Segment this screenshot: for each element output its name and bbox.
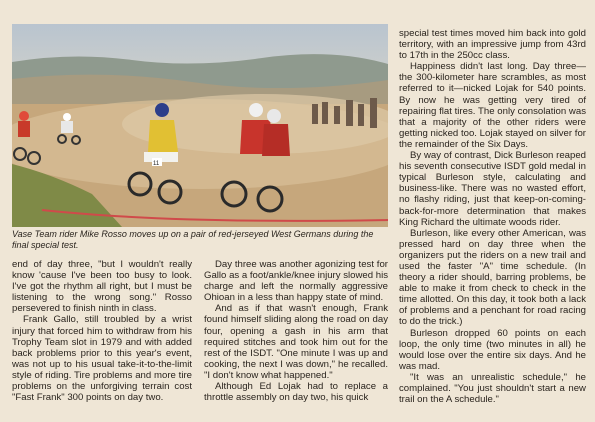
photo-caption: Vase Team rider Mike Rosso moves up on a pair of red-jerseyed West Germans during the final special test. xyxy=(12,229,374,250)
paragraph: end of day three, "but I wouldn't really know 'cause I've been too busy to look. I've got the rhythm all right, but I must be listening to the wrong song." Rosso persevered to finish ninth in class. xyxy=(12,259,192,315)
paragraph: special test times moved him back into gold territory, with an impressive jump from 43rd to 17th in the 250cc class. xyxy=(399,28,586,62)
motocross-scene-illustration xyxy=(12,24,388,227)
paragraph: Burleson dropped 60 points on each loop, the only time (two minutes in all) he would lose over the entire six days. And he was mad. xyxy=(399,327,586,372)
text-column-3 xyxy=(399,28,586,405)
text-column-2 xyxy=(204,259,388,403)
svg-text:11: 11 xyxy=(153,161,160,167)
paragraph: Burleson, like every other American, was pressed hard on day three when the organizers put the riders on a new trail and used the faster "A" time schedule. (In theory a rider should, barring problems, be able to make it from check to check in the time allotted. On this day, it took both a lack of problems and a penchant for road racing to do the trick.) xyxy=(399,227,586,328)
paragraph: Although Ed Lojak had to replace a throttle assembly on day two, his quick xyxy=(204,381,388,404)
paragraph: Day three was another agonizing test for Gallo as a foot/ankle/knee injury slowed his charge and left the normally aggressive Ohioan in a less than happy state of mind. xyxy=(204,259,388,304)
paragraph: Happiness didn't last long. Day three—the 300-kilometer hare scrambles, as most referred to it—nicked Lojak for 540 points. By now he was getting very tired of repairing flat tires. The only consolation was that a majority of the other riders were getting nicked too. Lojak stayed on silver for the remainder of the Six Days. xyxy=(399,61,586,150)
paragraph: By way of contrast, Dick Burleson reaped his seventh consecutive ISDT gold medal in typical Burleson style, calculating and business-like. There was no wasted effort, no flashy riding, just that keep-on-coming-back-for-more determination that makes King Richard the ultimate woods rider. xyxy=(399,150,586,228)
paragraph: "It was an unrealistic schedule," he complained. "You just shouldn't start a new trail on the A schedule." xyxy=(399,371,586,406)
paragraph: And as if that wasn't enough, Frank found himself sliding along the road on day four, opening a gash in his arm that required stitches and took him out for the rest of the ISDT. "One minute I was up and cooking, the next I was down," he recalled. "I don't know what happened." xyxy=(204,303,388,381)
paragraph: Frank Gallo, still troubled by a wrist injury that forced him to withdraw from his Trophy Team slot in 1979 and with added back problems prior to this year's event, was not up to his usual take-it-to-the-limit style of riding. Tire problems and more tire problems on the unforgiving terrain cost "Fast Frank" 300 points on day two. xyxy=(12,314,192,404)
race-photo xyxy=(12,24,388,227)
text-column-1 xyxy=(12,259,192,403)
